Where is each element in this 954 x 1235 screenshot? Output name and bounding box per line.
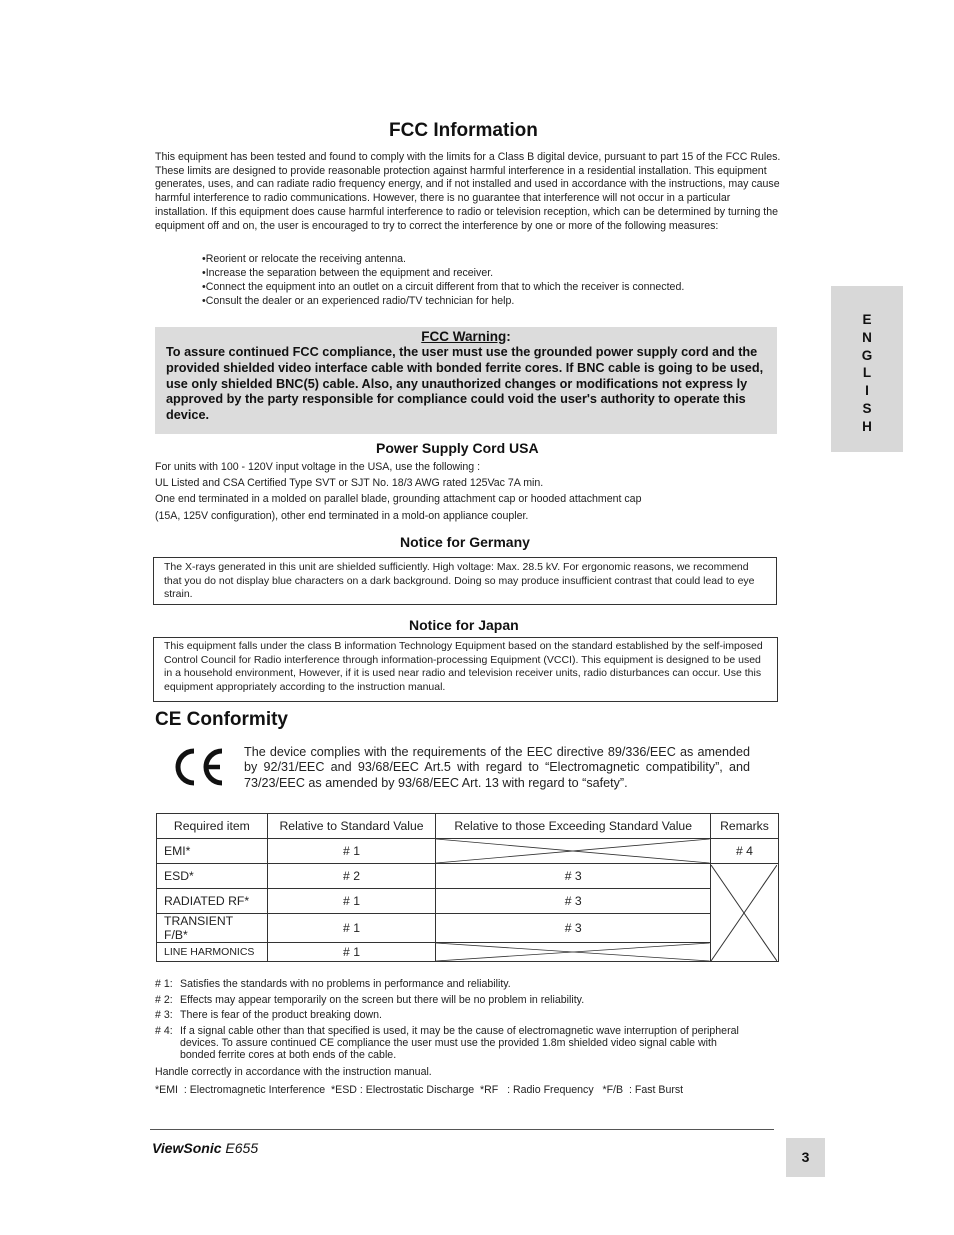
table-cell: # 1 — [267, 839, 436, 864]
footer-divider — [150, 1129, 774, 1130]
japan-notice-box — [153, 637, 778, 702]
ce-notes — [155, 978, 765, 1096]
list-item: • Connect the equipment into an outlet on a circuit different from that to which the receiver is connected. — [202, 280, 684, 294]
japan-notice-text: This equipment falls under the class B information Technology Equipment based on the standard established by the self-imposed Control Council for Radio interference through information-processing Equipment (VCCI). This equipment is designed to be used in a household environment, However, if it is used near radio and television receiver units, radio disturbances can occur. Use this equipment appropriately according to the instruction manual. — [164, 640, 763, 693]
footer-brand — [152, 1140, 258, 1156]
table-cell-crossed — [436, 943, 711, 962]
table-row — [157, 889, 779, 914]
ce-title: CE Conformity — [155, 709, 288, 730]
list-item: • Consult the dealer or an experienced radio/TV technician for help. — [202, 294, 684, 308]
note-item: # 3: There is fear of the product breaking down. — [155, 1009, 382, 1021]
table-header-row — [157, 814, 779, 839]
list-item: • Reorient or relocate the receiving antenna. — [202, 252, 684, 266]
table-header: Required item — [157, 814, 268, 839]
germany-notice-text: The X-rays generated in this unit are shielded sufficiently. High voltage: Max. 28.5 kV. For ergonomic reasons, we recommend that you do not display blue characters on a dark background. Doing so may produce insufficient contrast that could lead to eye strain. — [164, 561, 755, 601]
table-cell: # 3 — [436, 914, 711, 943]
germany-title: Notice for Germany — [400, 534, 530, 550]
germany-notice-box — [153, 557, 777, 605]
table-row — [157, 839, 779, 864]
fcc-title: FCC Information — [389, 120, 538, 141]
table-row — [157, 914, 779, 943]
brand-name: ViewSonic — [152, 1140, 222, 1156]
power-cord-text: For units with 100 - 120V input voltage in the USA, use the following : UL Listed and CSA Certified Type SVT or SJT No. 18/3 AWG rated 125Vac 7A min. One end terminated in a molded on parallel blade, grounding attachment cap or hooded attachment cap (15A, 125V configuration), other end terminated in a mold-on appliance coupler. — [155, 461, 642, 522]
table-cell: # 4 — [711, 839, 779, 864]
japan-title: Notice for Japan — [409, 617, 519, 633]
table-cell-crossed — [711, 864, 779, 962]
fcc-warning-title: FCC Warning: — [421, 329, 511, 344]
table-header: Relative to those Exceeding Standard Value — [436, 814, 711, 839]
table-header: Remarks — [711, 814, 779, 839]
fcc-intro: This equipment has been tested and found to comply with the limits for a Class B digital device, pursuant to part 15 of the FCC Rules. These limits are designed to provide reasonable protection against harmful interference in a residential installation. This equipment generates, uses, and can radiate radio frequency energy, and if not installed and used in accordance with the instructions, may cause harmful interference to radio communications. However, there is no guarantee that interference will not occur in a particular installation. If this equipment does cause harmful interference to radio or television reception, which can be determined by turning the equipment off and on, the user is encouraged to try to correct the interference by one or more of the following measures: — [155, 151, 781, 232]
model-name: E655 — [225, 1140, 259, 1156]
table-row — [157, 864, 779, 889]
note-item: # 1: Satisfies the standards with no problems in performance and reliability. — [155, 978, 511, 990]
table-cell: ESD* — [157, 864, 268, 889]
ce-mark-logo — [168, 747, 226, 787]
table-cell: # 2 — [267, 864, 436, 889]
cross-out-lines — [436, 943, 710, 961]
fcc-warning-text: To assure continued FCC compliance, the user must use the grounded power supply cord and the provided shielded video interface cable with bonded ferrite cores. If BNC cable is going to be used, use only shielded BNC(5) cable. Also, any unauthorized changes or modifications not express ly approved by the party responsible for compliance could void the user's authority to operate this device. — [166, 345, 764, 423]
note-item: # 4: If a signal cable other than that specified is used, it may be the cause of electromagnetic wave interruption of peripheral devices. To assure continued CE compliance the user must use the provided 1.8m shielded video signal cable with bonded ferrite cores at both ends of the cable. — [155, 1024, 739, 1061]
cross-out-lines — [436, 839, 710, 863]
list-item: • Increase the separation between the equipment and receiver. — [202, 266, 684, 280]
fcc-warning-box — [155, 327, 777, 434]
table-row — [157, 943, 779, 962]
table-cell: # 3 — [436, 864, 711, 889]
handle-note: Handle correctly in accordance with the instruction manual. — [155, 1065, 432, 1078]
table-cell: LINE HARMONICS — [157, 943, 268, 962]
note-item: # 2: Effects may appear temporarily on the screen but there will be no problem in reliability. — [155, 993, 585, 1006]
page-number: 3 — [786, 1138, 825, 1177]
table-cell: EMI* — [157, 839, 268, 864]
table-cell: # 3 — [436, 889, 711, 914]
ce-compliance-table — [156, 813, 779, 962]
table-cell-crossed — [436, 839, 711, 864]
language-tab-english — [831, 286, 903, 452]
table-cell: RADIATED RF* — [157, 889, 268, 914]
table-cell: # 1 — [267, 943, 436, 962]
table-cell: # 1 — [267, 889, 436, 914]
language-tab-letters: E N G L I S H — [861, 312, 873, 434]
table-cell: # 1 — [267, 914, 436, 943]
abbreviations: *EMI : Electromagnetic Interference *ESD : Electrostatic Discharge *RF : Radio Frequency *F/B : Fast Burst — [155, 1083, 684, 1096]
cross-out-lines — [711, 865, 777, 961]
fcc-measures-list — [202, 252, 684, 308]
table-cell: TRANSIENT F/B* — [157, 914, 268, 943]
ce-text: The device complies with the requirements of the EEC directive 89/336/EEC as amended by 92/31/EEC and 93/68/EEC Art.5 with regard to “Electromagnetic compatibility”, and 73/23/EEC as amended by 93/68/EEC Art. 13 with regard to “safety”. — [244, 745, 750, 790]
table-header: Relative to Standard Value — [267, 814, 436, 839]
power-cord-title: Power Supply Cord USA — [376, 440, 539, 456]
